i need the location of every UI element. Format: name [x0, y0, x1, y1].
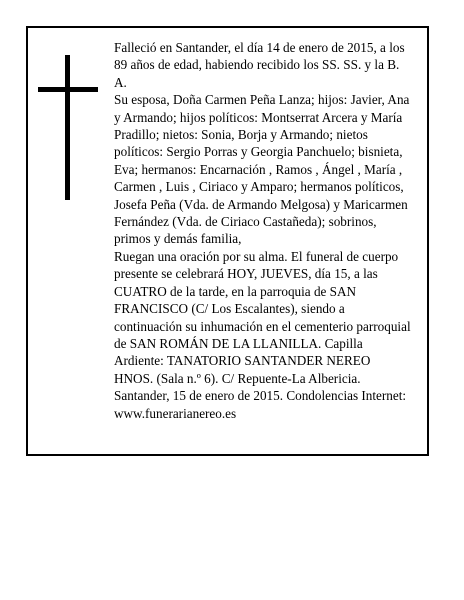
obituary-line: CUATRO de la tarde, en la parroquia de SAN	[114, 283, 357, 299]
obituary-line: Carmen , Luis , Ciriaco y Amparo; hermanos políticos,	[114, 179, 404, 195]
obituary-line: continuación su inhumación en el cementerio parroquial	[114, 318, 411, 334]
obituary-line: Josefa Peña (Vda. de Armando Melgosa) y Maricarmen	[114, 196, 408, 212]
obituary-line: Su esposa, Doña Carmen Peña Lanza; hijos: Javier, Ana	[114, 92, 410, 108]
obituary-line: de SAN ROMÁN DE LA LLANILLA. Capilla	[114, 335, 363, 351]
obituary-line: Eva; hermanos: Encarnación , Ramos , Ángel , María ,	[114, 161, 403, 177]
obituary-line: y Armando; hijos políticos: Montserrat Arcera y María	[114, 109, 403, 125]
website-link[interactable]: www.funerarianereo.es	[114, 405, 237, 421]
obituary-line: Pradillo; nietos: Sonia, Borja y Armando; nietos	[114, 127, 368, 143]
obituary-line: primos y demás familia,	[114, 231, 242, 247]
cross-horizontal-bar	[38, 87, 98, 92]
obituary-text	[114, 39, 420, 422]
obituary-line: HNOS. (Sala n.º 6). C/ Repuente-La Albericia.	[114, 370, 361, 386]
obituary-notice-frame	[26, 26, 429, 456]
obituary-line: 89 años de edad, habiendo recibido los SS. SS. y la B.	[114, 57, 400, 73]
obituary-line: Ardiente: TANATORIO SANTANDER NEREO	[114, 353, 371, 369]
obituary-line: Ruegan una oración por su alma. El funeral de cuerpo	[114, 248, 399, 264]
latin-cross-icon	[38, 55, 98, 200]
obituary-line: Santander, 15 de enero de 2015. Condolencias Internet:	[114, 388, 407, 404]
obituary-line: A.	[114, 74, 127, 90]
obituary-line: Fernández (Vda. de Ciriaco Castañeda); sobrinos,	[114, 214, 377, 230]
obituary-line: presente se celebrará HOY, JUEVES, día 15, a las	[114, 266, 378, 282]
cross-vertical-bar	[65, 55, 70, 200]
obituary-line: FRANCISCO (C/ Los Escalantes), siendo a	[114, 301, 345, 317]
obituary-line: políticos: Sergio Porras y Georgia Panchuelo; bisnieta,	[114, 144, 403, 160]
obituary-line: Falleció en Santander, el día 14 de enero de 2015, a los	[114, 40, 405, 55]
